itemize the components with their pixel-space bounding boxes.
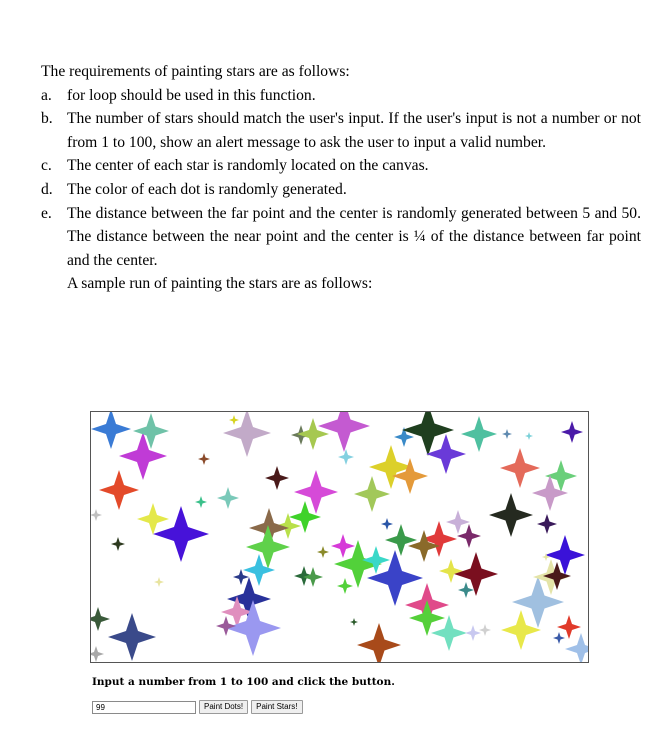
star-shape <box>385 524 417 556</box>
star-shape <box>354 476 390 512</box>
star-canvas <box>90 411 589 663</box>
star-count-input[interactable] <box>92 701 196 714</box>
star-shape <box>229 415 239 425</box>
star-shape <box>195 496 207 508</box>
requirement-text: for loop should be used in this function. <box>67 86 316 104</box>
star-shape <box>265 466 289 490</box>
star-shape <box>198 453 210 465</box>
star-shape <box>489 493 533 537</box>
requirement-item-a <box>41 84 641 108</box>
requirements-list <box>41 84 641 273</box>
sample-caption: A sample run of painting the stars are as follows: <box>67 275 373 293</box>
requirement-text: The distance between the far point and the center is randomly generated between 5 and 50. The distance between the near point and the center is ¼ of the distance between far point and the center. <box>67 204 641 269</box>
star-shape <box>303 567 323 587</box>
star-shape <box>561 421 583 443</box>
controls-row <box>92 700 303 714</box>
star-shape <box>318 412 370 452</box>
requirements-intro: The requirements of painting stars are as follows: <box>41 63 350 80</box>
star-shape <box>217 487 239 509</box>
requirement-item-b <box>41 107 641 154</box>
star-shape <box>133 413 169 449</box>
star-shape <box>537 514 557 534</box>
requirement-text: The color of each dot is randomly generated. <box>67 180 347 198</box>
star-shape <box>458 582 474 598</box>
star-shape <box>297 418 329 450</box>
requirement-marker: a. <box>41 86 52 104</box>
requirement-marker: e. <box>41 204 52 222</box>
star-shape <box>381 518 393 530</box>
star-shape <box>153 506 209 562</box>
requirement-marker: c. <box>41 157 52 175</box>
requirement-item-d <box>41 178 641 202</box>
star-shape <box>91 509 102 521</box>
star-shape <box>119 432 167 480</box>
requirement-text: The center of each star is randomly located on the canvas. <box>67 157 429 175</box>
star-shape <box>223 412 271 457</box>
star-shape <box>553 632 565 644</box>
requirement-marker: d. <box>41 180 53 198</box>
requirement-marker: b. <box>41 110 53 128</box>
star-shape <box>91 607 110 631</box>
star-shape <box>91 412 131 449</box>
star-shape <box>502 429 512 439</box>
star-shape <box>331 534 355 558</box>
star-shape <box>465 625 481 641</box>
star-shape <box>479 624 491 636</box>
requirement-item-c <box>41 154 641 178</box>
star-shape <box>461 416 497 452</box>
star-shape <box>111 537 125 551</box>
star-shape <box>439 559 463 583</box>
paint-dots-button[interactable]: Paint Dots! <box>199 700 248 714</box>
star-shape <box>91 646 104 662</box>
star-shape <box>500 448 540 488</box>
star-shape <box>338 449 354 465</box>
star-shape <box>457 524 481 548</box>
star-shape <box>154 577 164 587</box>
requirements-document <box>41 60 641 296</box>
input-prompt: Input a number from 1 to 100 and click the button. <box>92 676 395 688</box>
star-shape <box>246 525 290 569</box>
star-shape <box>99 470 139 510</box>
star-shape <box>357 623 401 662</box>
paint-stars-button[interactable]: Paint Stars! <box>251 700 302 714</box>
star-shape <box>446 510 470 534</box>
requirement-text: The number of stars should match the user's input. If the user's input is not a number or not from 1 to 100, show an alert message to ask the user to input a valid number. <box>67 110 641 151</box>
star-shape <box>337 578 353 594</box>
star-shape <box>525 432 533 440</box>
stars-drawing <box>91 412 588 662</box>
star-shape <box>350 618 358 626</box>
star-shape <box>216 616 236 636</box>
star-shape <box>137 503 169 535</box>
star-shape <box>317 546 329 558</box>
star-shape <box>294 470 338 514</box>
star-shape <box>233 569 249 585</box>
requirement-item-e <box>41 202 641 273</box>
star-shape <box>362 546 390 574</box>
star-shape <box>557 615 581 639</box>
star-shape <box>108 613 156 661</box>
